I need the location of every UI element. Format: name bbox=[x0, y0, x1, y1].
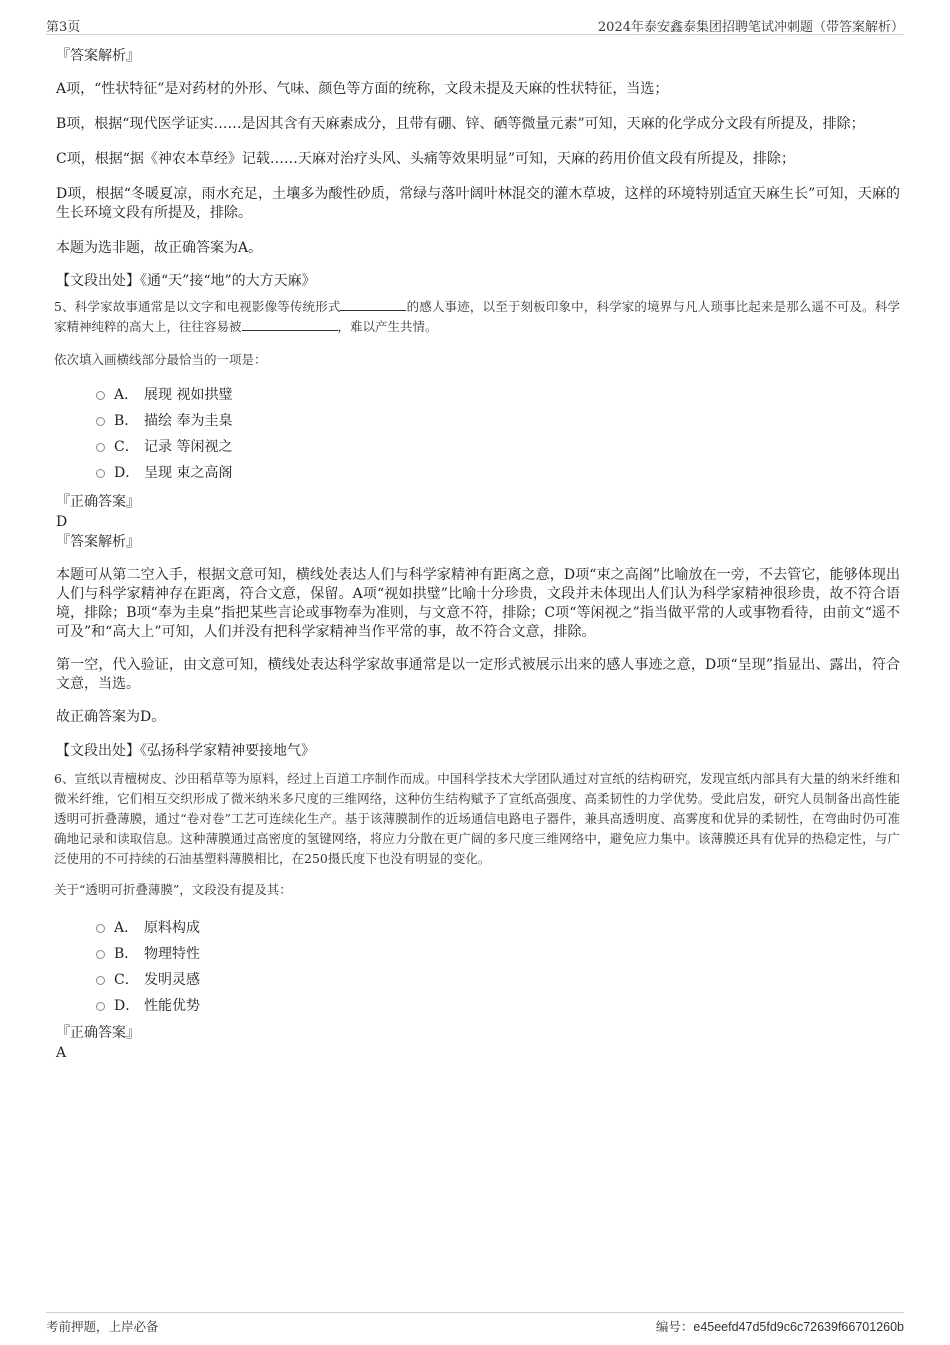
q5-blank-1 bbox=[340, 298, 406, 311]
q5-option-b[interactable]: B． 描绘 奉为圭臬 bbox=[56, 408, 900, 434]
radio-icon[interactable] bbox=[96, 1002, 105, 1011]
radio-icon[interactable] bbox=[96, 924, 105, 933]
radio-icon[interactable] bbox=[96, 469, 105, 478]
q6-option-d[interactable]: D． 性能优势 bbox=[56, 993, 900, 1019]
radio-icon[interactable] bbox=[96, 391, 105, 400]
page-header bbox=[46, 14, 904, 35]
q4-analysis-d: D项，根据“冬暖夏凉，雨水充足，土壤多为酸性砂质，常绿与落叶阔叶林混交的灌木草坡，这样的环境特别适宜天麻生长”可知，天麻的生长环境文段有所提及，排除。 bbox=[56, 186, 900, 221]
q4-analysis-c: C项，根据“据《神农本草经》记载……天麻对治疗头风、头痛等效果明显”可知，天麻的药用价值文段有所提及，排除； bbox=[56, 151, 796, 167]
q5-analysis-label: 『答案解析』 bbox=[56, 534, 140, 550]
q4-source: 【文段出处】《通“天”接“地”的大方天麻》 bbox=[56, 273, 316, 289]
q5-stem-part1: 5、科学家故事通常是以文字和电视影像等传统形式 bbox=[54, 299, 341, 314]
q6-answer-label: 『正确答案』 bbox=[56, 1025, 140, 1041]
q5-stem bbox=[54, 297, 900, 337]
footer-slogan: 考前押题，上岸必备 bbox=[46, 1319, 159, 1334]
q5-answer: D bbox=[56, 514, 68, 530]
radio-icon[interactable] bbox=[96, 443, 105, 452]
code-label: 编号： bbox=[655, 1319, 694, 1334]
document-title: 2024年泰安鑫泰集团招聘笔试冲刺题（带答案解析） bbox=[597, 20, 904, 35]
q5-analysis-2: 第一空，代入验证，由文意可知，横线处表达科学家故事通常是以一定形式被展示出来的感人事迹之意，D项“呈现”指显出、露出，符合文意，当选。 bbox=[56, 657, 900, 692]
q5-analysis-1: 本题可从第二空入手，根据文意可知，横线处表达人们与科学家精神有距离之意，D项“束之高阁”比喻放在一旁，不去管它，能够体现出人们与科学家精神存在距离，符合文意，保留。A项“视如拱璧”比喻十分珍贵，文段并未体现出人们认为科学家精神很珍贵，故不符合语境，排除；B项“奉为圭臬”指把某些言论或事物奉为准则，与文意不符，排除；C项“等闲视之”指当做平常的人或事物看待，由前文“遥不可及”和“高大上”可知，人们并没有把科学家精神当作平常的事，故不符合文意，排除。 bbox=[56, 567, 900, 640]
radio-icon[interactable] bbox=[96, 417, 105, 426]
q6-option-c[interactable]: C． 发明灵感 bbox=[56, 967, 900, 993]
radio-icon[interactable] bbox=[96, 976, 105, 985]
q5-option-a[interactable]: A． 展现 视如拱璧 bbox=[56, 382, 900, 408]
q4-conclusion: 本题为选非题，故正确答案为A。 bbox=[56, 240, 263, 256]
q5-blank-2 bbox=[242, 318, 338, 331]
radio-icon[interactable] bbox=[96, 950, 105, 959]
q6-option-b[interactable]: B． 物理特性 bbox=[56, 941, 900, 967]
document-code bbox=[656, 1317, 904, 1335]
q5-stem-part3: ，难以产生共情。 bbox=[337, 319, 438, 334]
q6-option-a[interactable]: A． 原料构成 bbox=[56, 915, 900, 941]
q6-stem: 6、宣纸以青檀树皮、沙田稻草等为原料，经过上百道工序制作而成。中国科学技术大学团队通过对宣纸的结构研究，发现宣纸内部具有大量的纳米纤维和微米纤维，它们相互交织形成了微米纳米多尺度的三维网络，这种仿生结构赋予了宣纸高强度、高柔韧性的力学优势。受此启发，研究人员制备出高性能透明可折叠薄膜，通过“卷对卷”工艺可连续化生产。基于该薄膜制作的近场通信电路电子器件，兼具高透明度、高雾度和优异的柔韧性，在弯曲时仍可准确地记录和读取信息。这种薄膜通过高密度的氢键网络，将应力分散在更广阔的多尺度三维网络中，避免应力集中。该薄膜还具有优异的热稳定性，与广泛使用的不可持续的石油基塑料薄膜相比，在250摄氏度下也没有明显的变化。 bbox=[54, 771, 900, 866]
q6-options bbox=[56, 915, 900, 1019]
q4-analysis-section bbox=[56, 46, 900, 291]
document-body bbox=[56, 46, 900, 1063]
question-6 bbox=[56, 769, 900, 1063]
question-5 bbox=[56, 297, 900, 761]
q5-option-d[interactable]: D． 呈现 束之高阁 bbox=[56, 460, 900, 486]
q5-stem-part2: 的感人事迹，以至于刻板印象中，科学家的境界与凡人琐事比起来是那么遥不可及。科学家精神纯粹的高大上，往往容易被 bbox=[54, 299, 900, 334]
code-value: e45eefd47d5fd9c6c72639f66701260b bbox=[693, 1320, 904, 1334]
q5-options bbox=[56, 382, 900, 486]
page-footer bbox=[46, 1312, 904, 1337]
q5-conclusion: 故正确答案为D。 bbox=[56, 709, 166, 725]
q5-prompt: 依次填入画横线部分最恰当的一项是： bbox=[54, 352, 267, 367]
q5-source: 【文段出处】《弘扬科学家精神要接地气》 bbox=[56, 743, 315, 759]
q6-answer: A bbox=[56, 1045, 67, 1061]
page-number: 第3页 bbox=[46, 20, 81, 35]
q5-option-c[interactable]: C． 记录 等闲视之 bbox=[56, 434, 900, 460]
q5-answer-label: 『正确答案』 bbox=[56, 494, 140, 510]
q4-analysis-b: B项，根据“现代医学证实……是因其含有天麻素成分，且带有硼、锌、硒等微量元素”可知，天麻的化学成分文段有所提及，排除； bbox=[56, 116, 865, 132]
q4-analysis-label: 『答案解析』 bbox=[56, 48, 140, 64]
q6-prompt: 关于“透明可折叠薄膜”，文段没有提及其： bbox=[54, 882, 292, 897]
q4-analysis-a: A项，“性状特征”是对药材的外形、气味、颜色等方面的统称，文段未提及天麻的性状特征，当选； bbox=[56, 81, 669, 97]
